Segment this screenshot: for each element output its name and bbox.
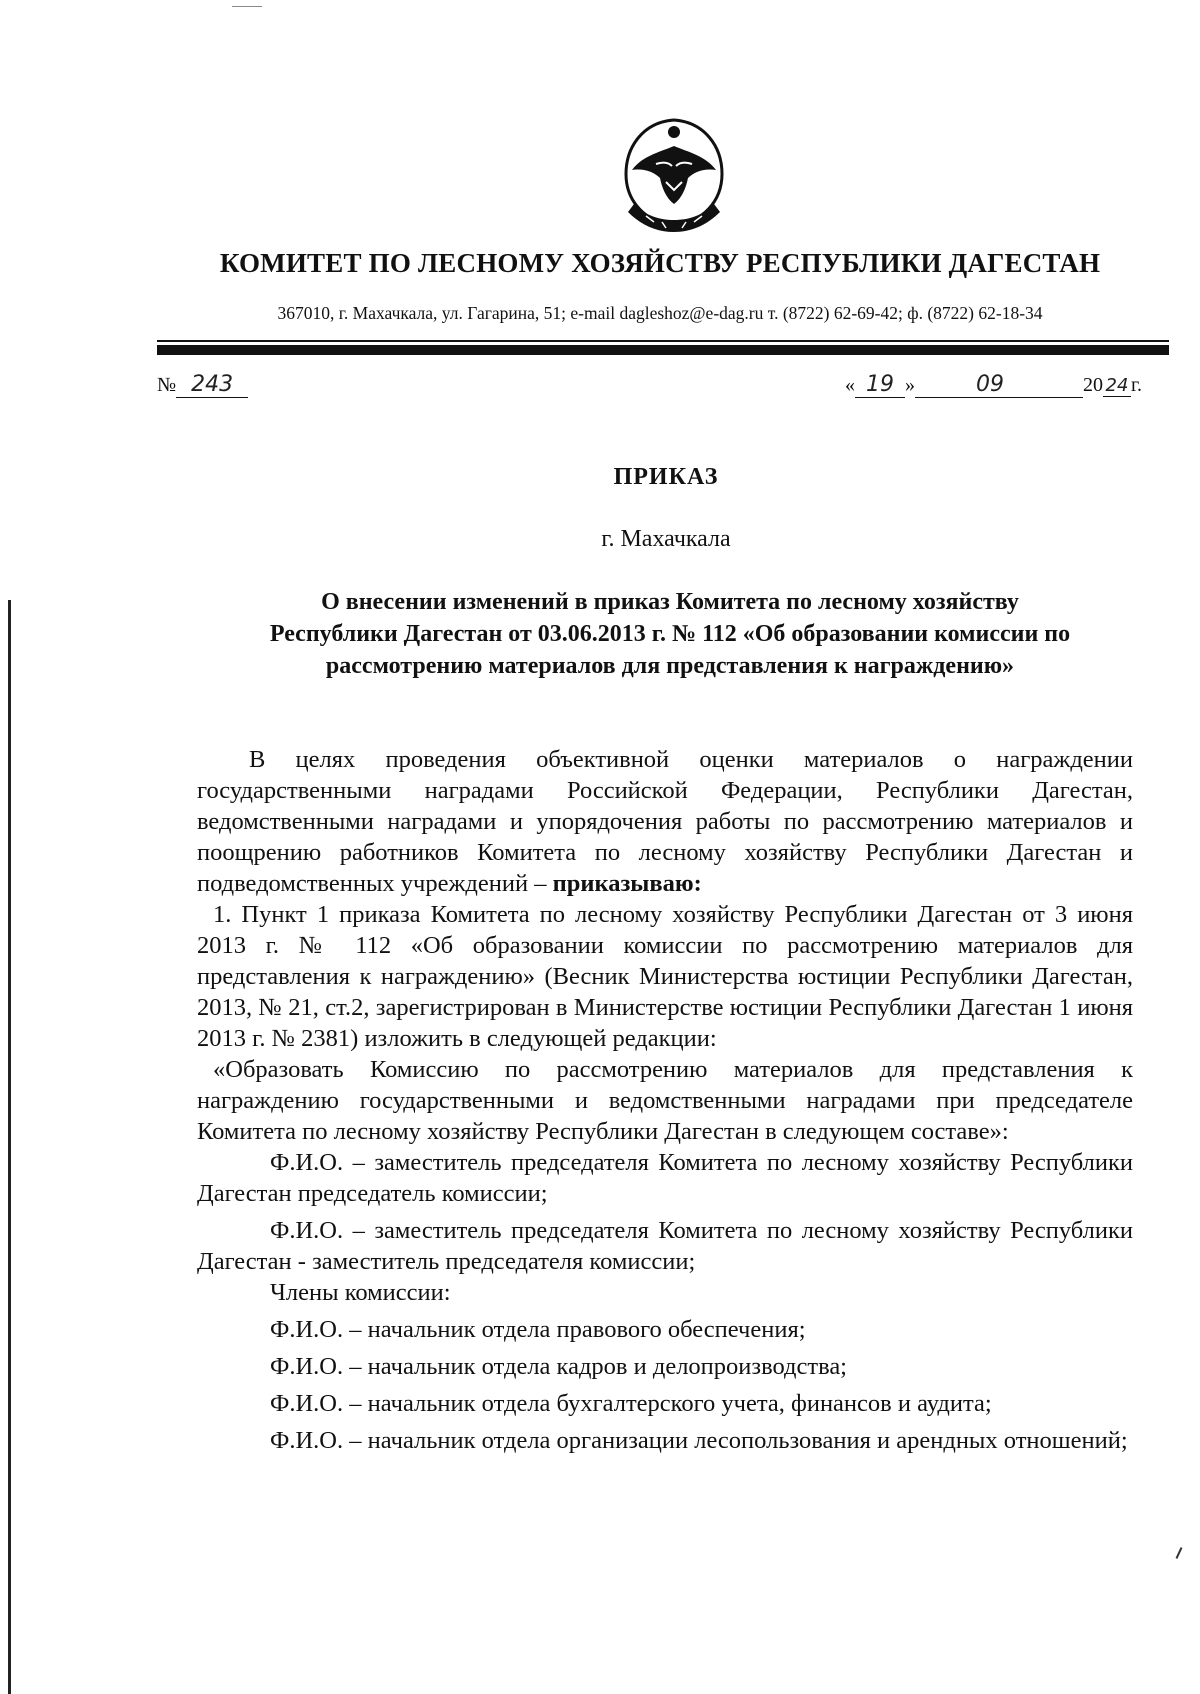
date-year-suffix: 24 (1103, 375, 1131, 397)
date-gap (1065, 374, 1083, 398)
quote-paragraph: «Образовать Комиссию по рассмотрению материалов для представления к награждению государственными и ведомственными наградами при председателе Комитета по лесному хозяйству Республики Дагестан в следующем составе»: (197, 1056, 1133, 1145)
document-date (845, 372, 1142, 398)
date-day: 19 (855, 372, 905, 398)
preamble-text: В целях проведения объективной оценки материалов о награждении государственными наградами Российской Федерации, Республики Дагестан, ведомственными наградами и упорядочения работы по рассмотрению материалов и поощрению работников Комитета по лесному хозяйству Республики Дагестан и подведомственных учреждений – (197, 746, 1133, 897)
member-line: Ф.И.О. – начальник отдела кадров и делопроизводства; (270, 1353, 847, 1380)
member-line: Ф.И.О. – начальник отдела организации лесопользования и арендных отношений; (270, 1427, 1128, 1454)
document-city: г. Махачкала (601, 526, 731, 552)
scan-artifact-top (232, 6, 262, 7)
member-line: Ф.И.О. – начальник отдела правового обеспечения; (270, 1316, 806, 1343)
organization-name: КОМИТЕТ ПО ЛЕСНОМУ ХОЗЯЙСТВУ РЕСПУБЛИКИ ДАГЕСТАН (219, 248, 1101, 278)
document-subject: О внесении изменений в приказ Комитета по лесному хозяйству Республики Дагестан от 03.06.2013 г. № 112 «Об образовании комиссии по рассмотрению материалов для представления к награждению» (269, 589, 1071, 679)
header-divider-thin (157, 340, 1169, 342)
dagestan-emblem-icon (616, 112, 732, 236)
date-month: 09 (976, 372, 1004, 397)
date-year-end: г. (1131, 374, 1142, 396)
member-line: Ф.И.О. – начальник отдела бухгалтерского учета, финансов и аудита; (270, 1390, 992, 1417)
date-close-quote: » (905, 374, 915, 396)
date-month-field (915, 372, 1065, 398)
members-label: Члены комиссии: (270, 1279, 451, 1306)
preamble-order-word: приказываю: (552, 870, 702, 897)
scan-edge-line (8, 600, 11, 1694)
document-number-prefix: № (157, 374, 177, 396)
document-number (157, 372, 248, 398)
vice-chair-paragraph: Ф.И.О. – заместитель председателя Комитета по лесному хозяйству Республики Дагестан - заместитель председателя комиссии; (197, 1217, 1133, 1275)
organization-address: 367010, г. Махачкала, ул. Гагарина, 51; e-mail dagleshoz@e-dag.ru т. (8722) 62-69-42; ф. (8722) 62-18-34 (277, 303, 1043, 323)
document-body (197, 744, 1133, 1456)
preamble-paragraph (197, 744, 1133, 899)
item-1-paragraph: 1. Пункт 1 приказа Комитета по лесному хозяйству Республики Дагестан от 3 июня 2013 г. № 112 «Об образовании комиссии по рассмотрению материалов для представления к награждению» (Весник Министерства юстиции Республики Дагестан, 2013, № 21, ст.2, зарегистрирован в Министерстве юстиции Республики Дагестан 1 июня 2013 г. № 2381) изложить в следующей редакции: (197, 901, 1133, 1052)
document-number-value: 243 (176, 372, 248, 398)
document-title: ПРИКАЗ (613, 464, 719, 490)
header-divider-thick (157, 345, 1169, 355)
scan-artifact-mark (1176, 1547, 1183, 1559)
date-open-quote: « (845, 374, 855, 396)
chair-paragraph: Ф.И.О. – заместитель председателя Комитета по лесному хозяйству Республики Дагестан председатель комиссии; (197, 1149, 1133, 1207)
date-year-prefix: 20 (1083, 374, 1103, 396)
